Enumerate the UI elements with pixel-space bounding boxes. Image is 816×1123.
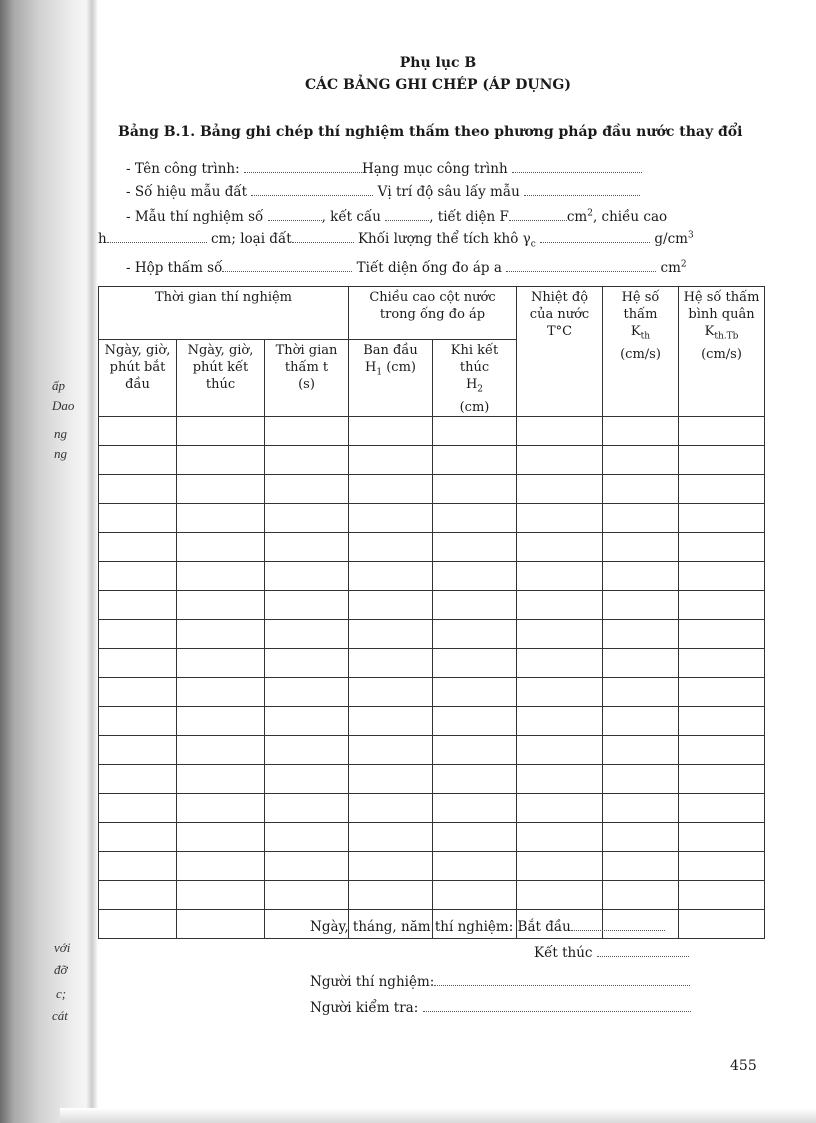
form-line-project [126, 160, 642, 177]
table-cell[interactable] [265, 648, 349, 677]
table-cell[interactable] [265, 793, 349, 822]
table-cell[interactable] [99, 445, 177, 474]
project-name-label: - Tên công trình: [126, 161, 240, 177]
table-cell[interactable] [679, 822, 765, 851]
table-cell[interactable] [177, 445, 265, 474]
header-h2: Khi kết thúc $H_2$ (cm) [433, 340, 517, 417]
footer-date-line [310, 918, 665, 935]
table-cell[interactable] [99, 706, 177, 735]
form-line-height: h cm; loại đất Khối lượng thể tích khô $\gamma_c$ $g/cm^3$ [98, 230, 694, 250]
appendix-title: Phụ lục B [399, 55, 477, 71]
table-cell[interactable] [265, 532, 349, 561]
table-cell[interactable] [177, 677, 265, 706]
tester-blank[interactable] [434, 973, 690, 986]
table-row [99, 561, 765, 590]
table-cell[interactable] [265, 764, 349, 793]
test-sample-label: - Mẫu thí nghiệm số [126, 209, 264, 225]
table-row [99, 793, 765, 822]
table-cell[interactable] [603, 735, 679, 764]
pipe-section-label: Tiết diện ống đo áp a [356, 260, 502, 276]
table-row [99, 880, 765, 909]
table-cell[interactable] [177, 619, 265, 648]
table-row [99, 851, 765, 880]
table-cell[interactable] [603, 764, 679, 793]
table-cell[interactable] [99, 561, 177, 590]
appendix-subtitle: CÁC BẢNG GHI CHÉP (ÁP DỤNG) [304, 77, 571, 93]
table-cell[interactable] [177, 909, 265, 938]
table-cell[interactable] [517, 648, 603, 677]
table-cell[interactable] [349, 880, 433, 909]
table-cell[interactable] [679, 851, 765, 880]
table-cell[interactable] [265, 445, 349, 474]
table-cell[interactable] [517, 561, 603, 590]
table-cell[interactable] [349, 706, 433, 735]
table-cell[interactable] [679, 445, 765, 474]
table-row [99, 822, 765, 851]
soil-type-label: cm; loại đất [211, 231, 292, 247]
table-cell[interactable] [603, 677, 679, 706]
table-body [99, 416, 765, 938]
table-cell[interactable] [433, 822, 517, 851]
table-cell[interactable] [603, 416, 679, 445]
table-cell[interactable] [265, 416, 349, 445]
table-cell[interactable] [679, 909, 765, 938]
date-start-blank[interactable] [571, 918, 665, 931]
header-kth: Hệ số thấm $K_{th}$ (cm/s) [603, 287, 679, 417]
table-cell[interactable] [177, 822, 265, 851]
table-cell[interactable] [99, 532, 177, 561]
table-cell[interactable] [349, 561, 433, 590]
header-temperature: Nhiệt độ của nước T°C [517, 287, 603, 417]
table-cell[interactable] [433, 851, 517, 880]
table-cell[interactable] [433, 503, 517, 532]
sample-depth-blank[interactable] [524, 183, 640, 196]
box-number-label: - Hộp thấm số [126, 260, 223, 276]
table-cell[interactable] [679, 735, 765, 764]
book-spine-shadow [0, 0, 100, 1123]
table-cell[interactable] [603, 793, 679, 822]
structure-label: , kết cấu [321, 209, 381, 225]
table-cell[interactable] [99, 880, 177, 909]
table-cell[interactable] [265, 561, 349, 590]
table-cell[interactable] [603, 445, 679, 474]
sample-number-label: - Số hiệu mẫu đất [126, 184, 248, 200]
table-cell[interactable] [433, 706, 517, 735]
table-cell[interactable] [265, 735, 349, 764]
table-cell[interactable] [265, 880, 349, 909]
table-cell[interactable] [679, 880, 765, 909]
table-cell[interactable] [433, 532, 517, 561]
table-cell[interactable] [603, 822, 679, 851]
table-cell[interactable] [99, 764, 177, 793]
table-cell[interactable] [349, 416, 433, 445]
table-cell[interactable] [433, 880, 517, 909]
table-cell[interactable] [679, 764, 765, 793]
footer-tester-line [310, 973, 690, 990]
area-unit: cm [660, 260, 681, 276]
table-cell[interactable] [679, 416, 765, 445]
density-unit: g/cm [654, 231, 688, 247]
bleed-text: cát [52, 1008, 68, 1023]
table-cell[interactable] [433, 445, 517, 474]
table-cell[interactable] [349, 503, 433, 532]
height-label: , chiều cao [592, 209, 668, 225]
table-cell[interactable] [433, 764, 517, 793]
table-cell[interactable] [177, 735, 265, 764]
table-cell[interactable] [177, 880, 265, 909]
table-cell[interactable] [349, 445, 433, 474]
table-row [99, 445, 765, 474]
table-cell[interactable] [177, 648, 265, 677]
spine-fold [86, 0, 98, 1123]
table-cell[interactable] [177, 561, 265, 590]
table-cell[interactable] [99, 822, 177, 851]
table-row [99, 619, 765, 648]
table-cell[interactable] [99, 474, 177, 503]
cross-section-blank[interactable] [509, 208, 567, 221]
table-cell[interactable] [433, 590, 517, 619]
document-page [98, 0, 778, 1123]
header-duration: Thời gian thấm t (s) [265, 340, 349, 417]
table-cell[interactable] [603, 851, 679, 880]
table-row [99, 648, 765, 677]
table-cell[interactable] [603, 474, 679, 503]
table-cell[interactable] [603, 880, 679, 909]
table-cell[interactable] [349, 793, 433, 822]
table-cell[interactable] [433, 677, 517, 706]
table-cell[interactable] [265, 474, 349, 503]
table-cell[interactable] [517, 445, 603, 474]
pipe-section-blank[interactable] [506, 259, 656, 272]
table-cell[interactable] [99, 677, 177, 706]
table-cell[interactable] [177, 532, 265, 561]
form-line-test-sample: - Mẫu thí nghiệm số , kết cấu , tiết diện F $cm^2$, chiều cao [126, 208, 668, 225]
table-row [99, 590, 765, 619]
table-cell[interactable] [517, 735, 603, 764]
table-cell[interactable] [603, 590, 679, 619]
bleed-text: đỡ [54, 962, 68, 977]
table-cell[interactable] [679, 474, 765, 503]
sample-number-blank[interactable] [251, 183, 373, 196]
table-caption: Bảng B.1. Bảng ghi chép thí nghiệm thấm theo phương pháp đầu nước thay đổi [118, 124, 743, 140]
table-cell[interactable] [99, 735, 177, 764]
table-cell[interactable] [177, 706, 265, 735]
footer-end-line [534, 944, 689, 961]
table-cell[interactable] [433, 416, 517, 445]
form-line-box: - Hộp thấm số Tiết diện ống đo áp a $cm^2$ [126, 259, 687, 276]
table-cell[interactable] [265, 619, 349, 648]
table-cell[interactable] [517, 619, 603, 648]
table-cell[interactable] [679, 706, 765, 735]
page-number: 455 [730, 1058, 757, 1074]
bleed-text: ng [54, 426, 67, 441]
table-cell[interactable] [603, 648, 679, 677]
table-cell[interactable] [177, 590, 265, 619]
date-start-label: Ngày, tháng, năm thí nghiệm: Bắt đầu [310, 919, 571, 935]
table-row [99, 706, 765, 735]
table-cell[interactable] [679, 793, 765, 822]
sample-depth-label: Vị trí độ sâu lấy mẫu [377, 184, 520, 200]
table-cell[interactable] [679, 590, 765, 619]
checker-label: Người kiểm tra: [310, 1000, 419, 1016]
checker-blank[interactable] [423, 999, 691, 1012]
table-cell[interactable] [433, 474, 517, 503]
table-cell[interactable] [99, 851, 177, 880]
table-row [99, 764, 765, 793]
table-cell[interactable] [603, 532, 679, 561]
table-cell[interactable] [517, 822, 603, 851]
h-prefix: h [98, 231, 107, 247]
table-cell[interactable] [99, 590, 177, 619]
table-cell[interactable] [177, 764, 265, 793]
bleed-text: ấp [52, 378, 65, 393]
table-cell[interactable] [349, 822, 433, 851]
table-cell[interactable] [517, 677, 603, 706]
cross-section-label: , tiết diện F [429, 209, 509, 225]
height-blank[interactable] [107, 230, 207, 243]
table-cell[interactable] [177, 851, 265, 880]
table-cell[interactable] [265, 677, 349, 706]
date-end-label: Kết thúc [534, 945, 593, 961]
project-name-blank[interactable] [244, 160, 362, 173]
table-cell[interactable] [177, 503, 265, 532]
table-cell[interactable] [433, 561, 517, 590]
table-row [99, 474, 765, 503]
date-end-blank[interactable] [597, 944, 689, 957]
table-cell[interactable] [679, 532, 765, 561]
table-cell[interactable] [265, 503, 349, 532]
table-cell[interactable] [99, 503, 177, 532]
table-cell[interactable] [349, 735, 433, 764]
table-cell[interactable] [265, 590, 349, 619]
table-cell[interactable] [99, 909, 177, 938]
table-row [99, 677, 765, 706]
table-cell[interactable] [517, 851, 603, 880]
table-row [99, 532, 765, 561]
table-cell[interactable] [349, 532, 433, 561]
table-cell[interactable] [177, 793, 265, 822]
dry-density-blank[interactable] [540, 230, 650, 243]
bleed-text: c; [56, 986, 67, 1001]
table-cell[interactable] [517, 706, 603, 735]
table-row [99, 503, 765, 532]
table-cell[interactable] [349, 474, 433, 503]
table-row [99, 735, 765, 764]
table-cell[interactable] [349, 590, 433, 619]
dry-density-label: Khối lượng thể tích khô γ [357, 231, 531, 247]
temperature-unit: T°C [546, 324, 573, 339]
table-cell[interactable] [517, 532, 603, 561]
table-cell[interactable] [433, 648, 517, 677]
table-cell[interactable] [679, 561, 765, 590]
table-row [99, 416, 765, 445]
record-table [98, 286, 765, 939]
table-cell[interactable] [517, 793, 603, 822]
form-line-sample [126, 183, 640, 200]
table-cell[interactable] [265, 822, 349, 851]
table-cell[interactable] [603, 619, 679, 648]
box-number-blank[interactable] [222, 259, 352, 272]
table-cell[interactable] [679, 677, 765, 706]
bleed-text: Dao [52, 398, 75, 413]
table-cell[interactable] [433, 619, 517, 648]
header-height-group: Chiều cao cột nước trong ống đo áp [349, 287, 517, 340]
table-cell[interactable] [99, 793, 177, 822]
header-end-time: Ngày, giờ, phút kết thúc [177, 340, 265, 417]
table-cell[interactable] [679, 503, 765, 532]
project-item-label: Hạng mục công trình [361, 161, 508, 177]
table-cell[interactable] [177, 474, 265, 503]
soil-type-blank[interactable] [292, 230, 354, 243]
table-cell[interactable] [349, 648, 433, 677]
table-cell[interactable] [99, 648, 177, 677]
structure-blank[interactable] [385, 208, 429, 221]
header-start-time: Ngày, giờ, phút bắt đầu [99, 340, 177, 417]
bleed-text: với [54, 940, 71, 955]
table-cell[interactable] [603, 706, 679, 735]
table-cell[interactable] [349, 677, 433, 706]
table-cell[interactable] [517, 416, 603, 445]
table-cell[interactable] [99, 416, 177, 445]
table-cell[interactable] [517, 503, 603, 532]
table-cell[interactable] [433, 735, 517, 764]
project-item-blank[interactable] [512, 160, 642, 173]
table-cell[interactable] [517, 474, 603, 503]
table-cell[interactable] [603, 503, 679, 532]
header-h1: Ban đầu $H_1$ (cm) [349, 340, 433, 417]
table-cell[interactable] [517, 764, 603, 793]
header-time-group: Thời gian thí nghiệm [99, 287, 349, 340]
table-cell[interactable] [99, 619, 177, 648]
table-cell[interactable] [603, 561, 679, 590]
table-cell[interactable] [517, 590, 603, 619]
test-sample-blank[interactable] [268, 208, 322, 221]
footer-checker-line [310, 999, 691, 1016]
table-cell[interactable] [349, 764, 433, 793]
cm2-unit: cm [566, 209, 588, 225]
table-cell[interactable] [265, 706, 349, 735]
tester-label: Người thí nghiệm: [310, 974, 435, 990]
table-cell[interactable] [349, 851, 433, 880]
header-kth-average: Hệ số thấm bình quân $K_{th.Tb}$ (cm/s) [679, 287, 765, 417]
table-cell[interactable] [679, 619, 765, 648]
table-cell[interactable] [517, 880, 603, 909]
table-cell[interactable] [177, 416, 265, 445]
bleed-text: ng [54, 446, 67, 461]
table-cell[interactable] [265, 851, 349, 880]
table-cell[interactable] [433, 793, 517, 822]
table-cell[interactable] [349, 619, 433, 648]
table-cell[interactable] [679, 648, 765, 677]
